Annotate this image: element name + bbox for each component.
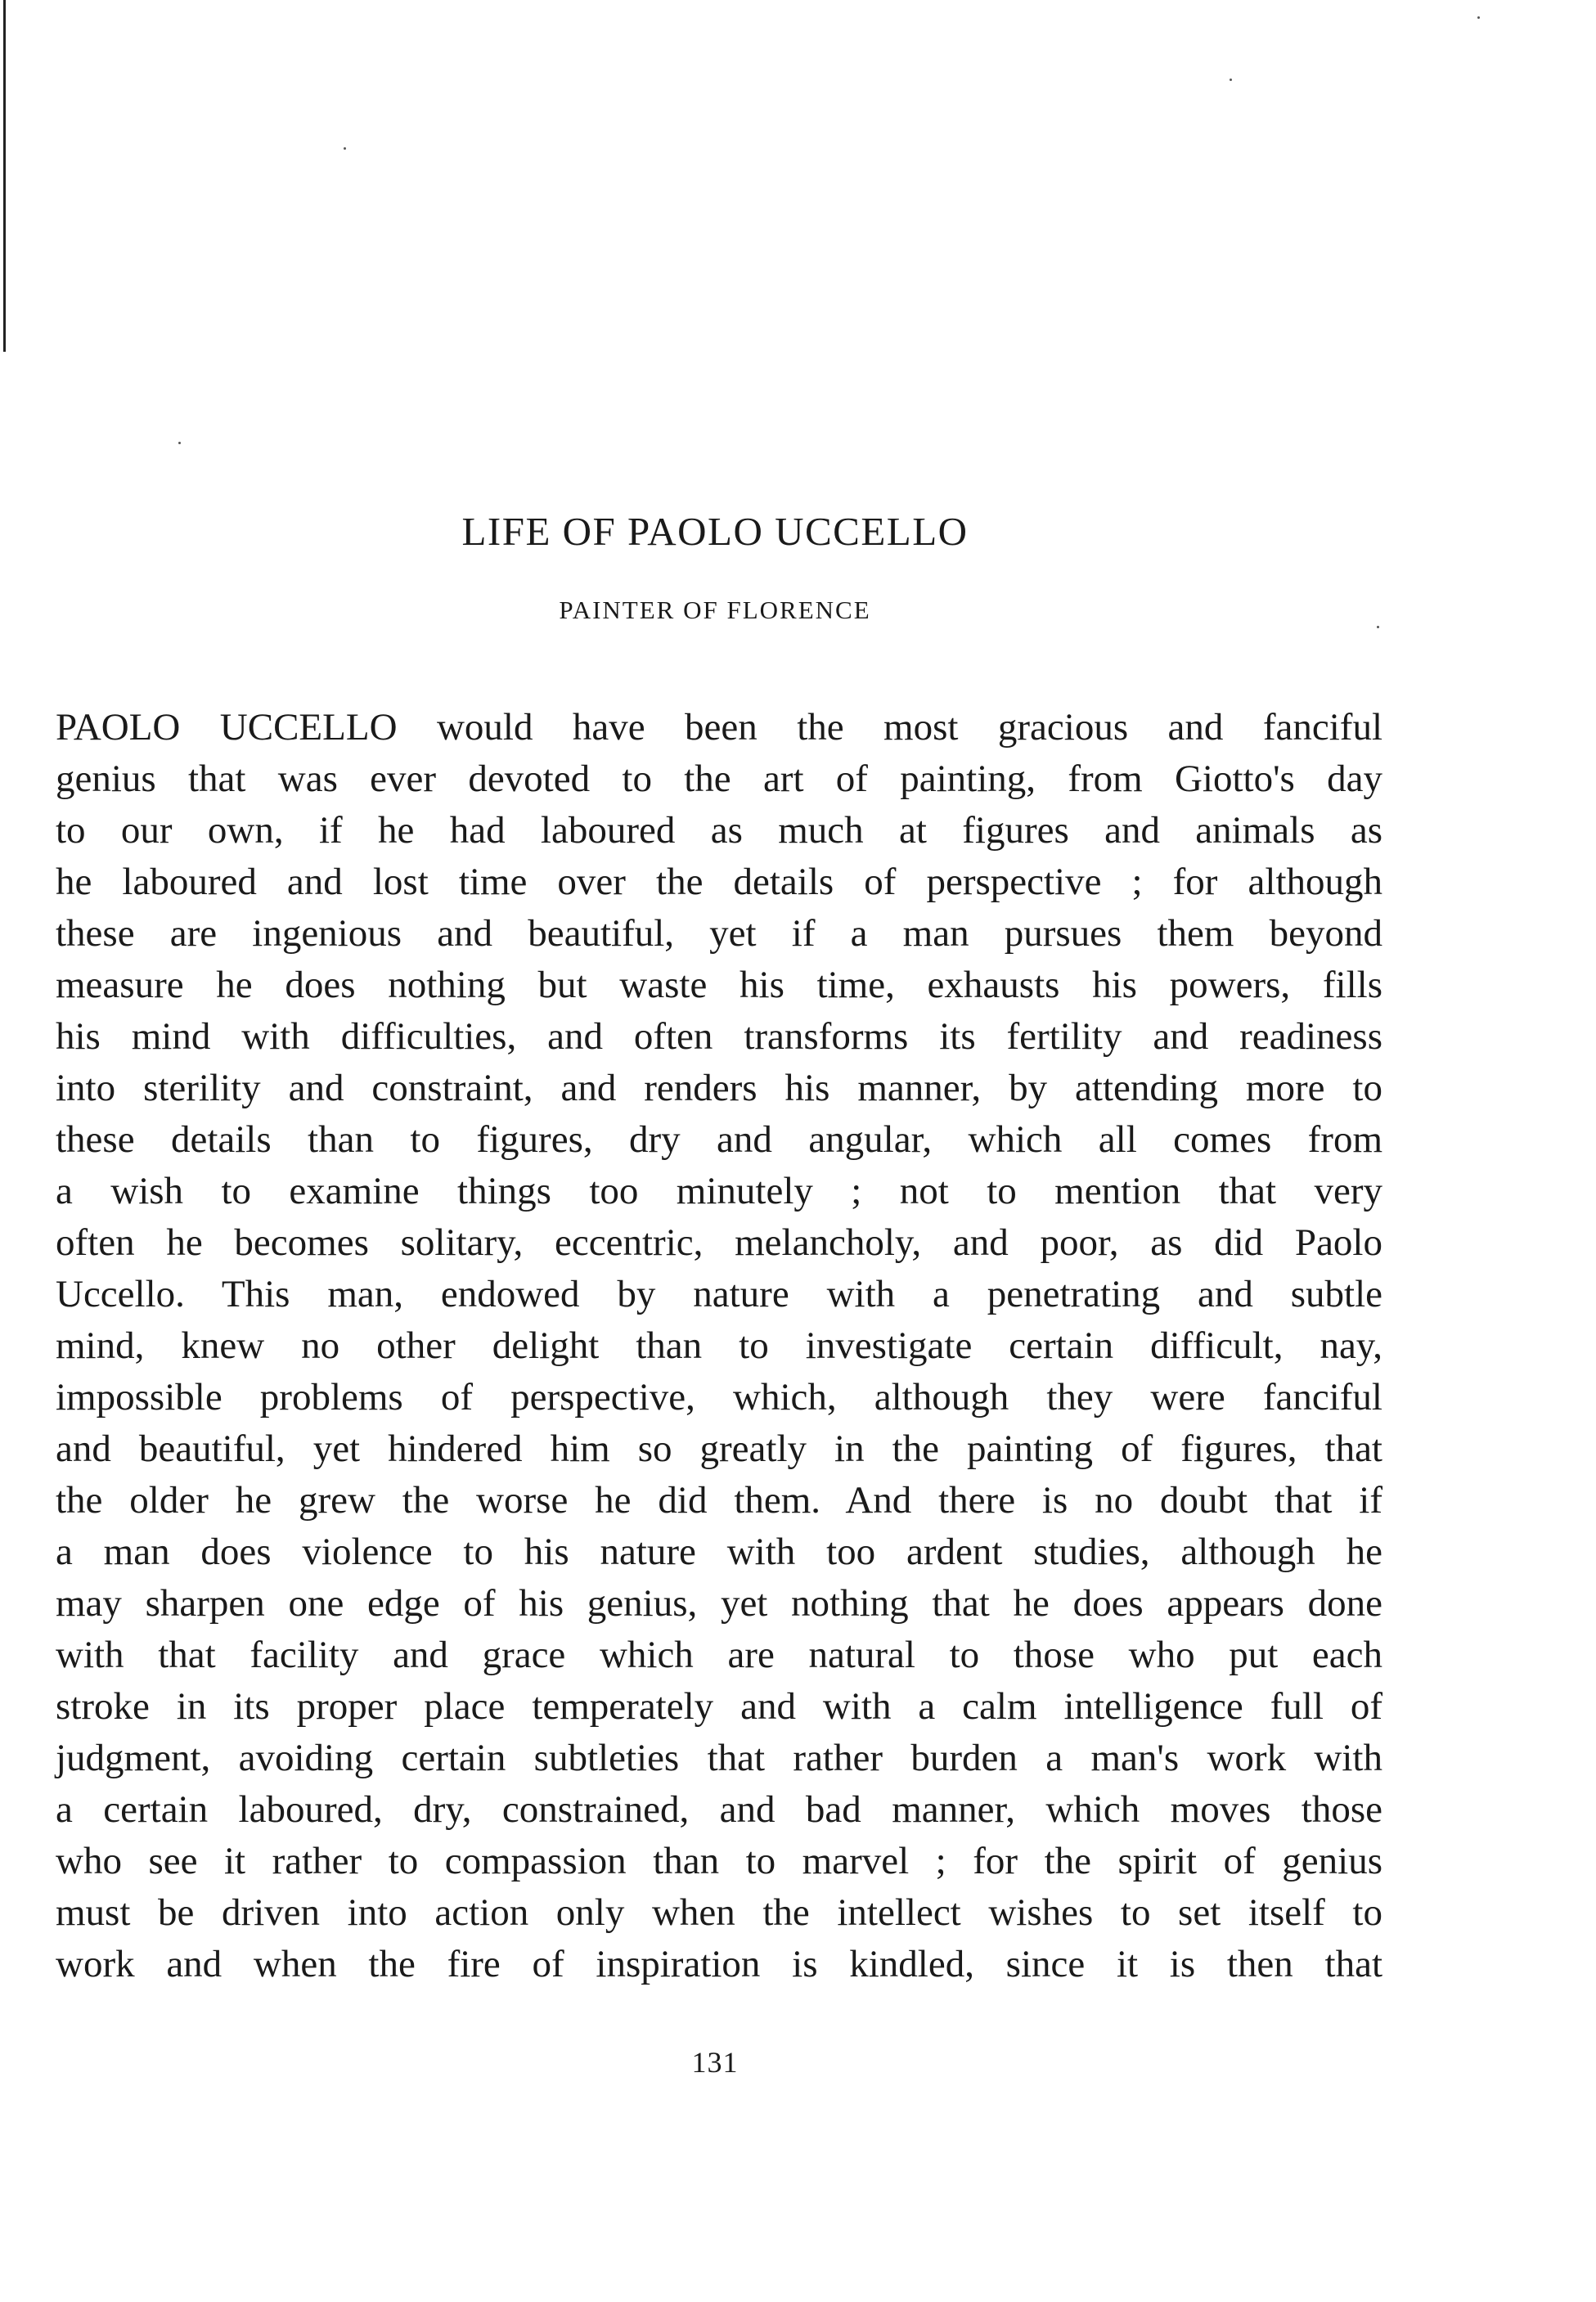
text-line: judgment, avoiding certain subtleties that rather burden a man's work with <box>56 1737 1382 1779</box>
scan-speck <box>1377 626 1379 628</box>
scan-speck <box>1230 79 1232 81</box>
text-line: stroke in its proper place temperately and with a calm intelligence full of <box>56 1685 1382 1728</box>
text-line: a man does violence to his nature with too ardent studies, although he <box>56 1531 1382 1573</box>
text-line: may sharpen one edge of his genius, yet nothing that he does appears done <box>56 1582 1382 1625</box>
text-line: he laboured and lost time over the details of perspective ; for although <box>56 861 1382 903</box>
body-text <box>56 702 1382 1990</box>
text-line: mind, knew no other delight than to investigate certain difficult, nay, <box>56 1324 1382 1367</box>
scan-speck <box>1477 16 1480 19</box>
scan-edge-line <box>3 0 6 352</box>
text-line: often he becomes solitary, eccentric, melancholy, and poor, as did Paolo <box>56 1221 1382 1264</box>
page-number: 131 <box>691 2046 739 2079</box>
text-line: work and when the fire of inspiration is kindled, since it is then that <box>56 1943 1382 1985</box>
text-line: genius that was ever devoted to the art of painting, from Giotto's day <box>56 758 1382 800</box>
text-line: these details than to figures, dry and angular, which all comes from <box>56 1118 1382 1161</box>
text-line: a wish to examine things too minutely ; not to mention that very <box>56 1170 1382 1212</box>
text-line: a certain laboured, dry, constrained, and bad manner, which moves those <box>56 1788 1382 1831</box>
text-line: his mind with difficulties, and often transforms its fertility and readiness <box>56 1015 1382 1058</box>
text-line: who see it rather to compassion than to marvel ; for the spirit of genius <box>56 1840 1382 1882</box>
text-line: impossible problems of perspective, which, although they were fanciful <box>56 1376 1382 1419</box>
text-line: these are ingenious and beautiful, yet if a man pursues them beyond <box>56 912 1382 955</box>
text-line: to our own, if he had laboured as much at figures and animals as <box>56 809 1382 852</box>
scan-speck <box>344 147 346 150</box>
text-line: the older he grew the worse he did them. And there is no doubt that if <box>56 1479 1382 1522</box>
text-line: PAOLO UCCELLO would have been the most gracious and fanciful <box>56 706 1382 749</box>
chapter-title: LIFE OF PAOLO UCCELLO <box>461 509 969 554</box>
text-line: with that facility and grace which are natural to those who put each <box>56 1634 1382 1676</box>
text-line: measure he does nothing but waste his time, exhausts his powers, fills <box>56 964 1382 1006</box>
text-line: must be driven into action only when the intellect wishes to set itself to <box>56 1891 1382 1934</box>
text-line: Uccello. This man, endowed by nature with a penetrating and subtle <box>56 1273 1382 1315</box>
text-line: and beautiful, yet hindered him so greatly in the painting of figures, that <box>56 1428 1382 1470</box>
scan-speck <box>178 442 181 444</box>
text-line: into sterility and constraint, and renders his manner, by attending more to <box>56 1067 1382 1109</box>
chapter-subtitle: PAINTER OF FLORENCE <box>559 596 871 624</box>
